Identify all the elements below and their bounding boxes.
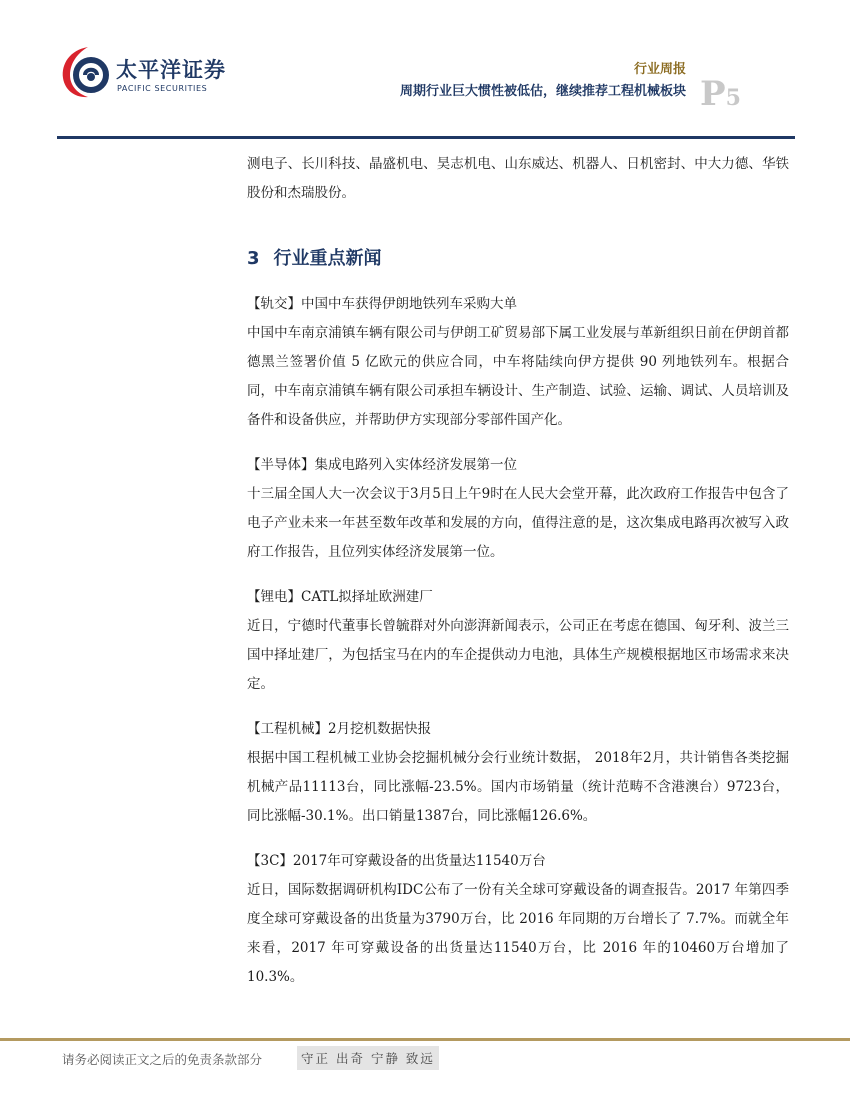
news-text: 近日，国际数据调研机构IDC公布了一份有关全球可穿戴设备的调查报告。2017 年第四季度全球可穿戴设备的出货量为3790万台，比 2016 年同期的万台增长了 7.7%。而就全年来看，2017 年可穿戴设备的出货量达11540万台，比 2016 年的10460万台增加了10.3%。 bbox=[247, 882, 789, 985]
footer-disclaimer: 请务必阅读正文之后的免责条款部分 bbox=[62, 1052, 263, 1067]
footer-divider bbox=[0, 1038, 850, 1041]
report-body bbox=[247, 150, 789, 992]
news-text: 十三届全国人大一次会议于3月5日上午9时在人民大会堂开幕，此次政府工作报告中包含了电子产业未来一年甚至数年改革和发展的方向，值得注意的是，这次集成电路再次被写入政府工作报告，且位列实体经济发展第一位。 bbox=[247, 486, 789, 560]
news-title: 【锂电】CATL拟择址欧洲建厂 bbox=[247, 589, 433, 605]
report-title: 周期行业巨大惯性被低估，继续推荐工程机械板块 bbox=[399, 84, 686, 99]
news-title: 【工程机械】2月挖机数据快报 bbox=[247, 721, 432, 737]
section-title: 行业重点新闻 bbox=[273, 248, 382, 269]
page-letter: P bbox=[700, 74, 726, 114]
footer-motto: 守正 出奇 宁静 致远 bbox=[297, 1046, 439, 1070]
news-text: 根据中国工程机械工业协会挖掘机械分会行业统计数据， 2018年2月，共计销售各类挖掘机械产品11113台，同比涨幅-23.5%。国内市场销量（统计范畴不含港澳台）9723台，同比涨幅-30.1%。出口销量1387台，同比涨幅126.6%。 bbox=[247, 750, 789, 824]
news-item bbox=[247, 715, 789, 831]
news-text: 近日，宁德时代董事长曾毓群对外向澎湃新闻表示，公司正在考虑在德国、匈牙利、波兰三国中择址建厂，为包括宝马在内的车企提供动力电池，具体生产规模根据地区市场需求来决定。 bbox=[247, 618, 789, 692]
section-heading bbox=[247, 244, 789, 270]
news-text: 中国中车南京浦镇车辆有限公司与伊朗工矿贸易部下属工业发展与革新组织日前在伊朗首都德黑兰签署价值 5 亿欧元的供应合同，中车将陆续向伊方提供 90 列地铁列车。根据合同，中车南京浦镇车辆有限公司承担车辆设计、生产制造、试验、运输、调试、人员培训及备件和设备供应，并帮助伊方实现部分零部件国产化。 bbox=[247, 325, 789, 428]
page-digit: 5 bbox=[725, 85, 741, 111]
news-item bbox=[247, 847, 789, 992]
news-item bbox=[247, 290, 789, 435]
logo-english-name: PACIFIC SECURITIES bbox=[117, 84, 208, 93]
logo-chinese-name: 太平洋证券 bbox=[116, 58, 226, 82]
news-title: 【3C】2017年可穿戴设备的出货量达11540万台 bbox=[247, 853, 546, 869]
news-item bbox=[247, 451, 789, 567]
news-item bbox=[247, 583, 789, 699]
pacific-logo-icon bbox=[58, 44, 112, 100]
company-logo bbox=[58, 44, 228, 104]
page-number bbox=[700, 74, 741, 114]
header-divider bbox=[57, 136, 795, 139]
continuation-paragraph: 测电子、长川科技、晶盛机电、昊志机电、山东威达、机器人、日机密封、中大力德、华铁股份和杰瑞股份。 bbox=[247, 156, 789, 201]
report-type: 行业周报 bbox=[633, 62, 686, 77]
news-title: 【轨交】中国中车获得伊朗地铁列车采购大单 bbox=[247, 296, 517, 312]
section-number: 3 bbox=[247, 248, 260, 269]
news-title: 【半导体】集成电路列入实体经济发展第一位 bbox=[247, 457, 517, 473]
